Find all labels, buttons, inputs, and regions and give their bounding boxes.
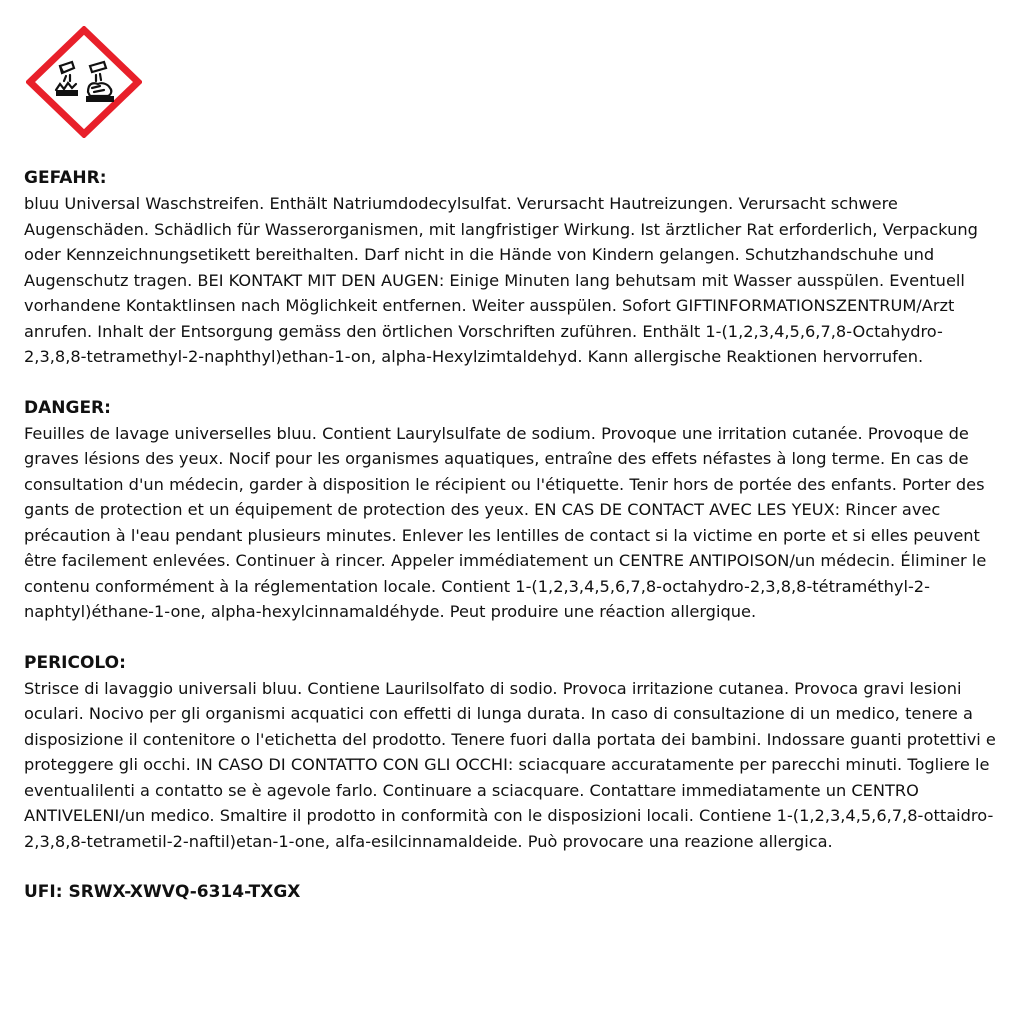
hazard-label-text: [24, 166, 1004, 905]
section-heading: PERICOLO:: [24, 652, 126, 673]
ufi-code: UFI: SRWX-XWVQ-6314-TXGX: [24, 882, 301, 902]
section-french: [24, 396, 1004, 625]
section-body: Strisce di lavaggio universali bluu. Contiene Laurilsolfato di sodio. Provoca irritazione cutanea. Provoca gravi lesioni oculari. Nocivo per gli organismi acquatici con effetti di lunga durata. In caso di consultazione di un medico, tenere a disposizione il contenitore o l'etichetta del prodotto. Tenere fuori dalla portata dei bambini. Indossare guanti protettivi e proteggere gli occhi. IN CASO DI CONTATTO CON GLI OCCHI: sciacquare accuratamente per parecchi minuti. Togliere le eventualilenti a contatto se è agevole farlo. Continuare a sciacquare. Contattare immediatamente un CENTRO ANTIVELENI/un medico. Smaltire il prodotto in conformità con le disposizioni locali. Contiene 1-(1,2,3,4,5,6,7,8-ottaidro-2,3,8,8-tetrametil-2-naftil)etan-1-one, alfa-esilcinnamaldeide. Può provocare una reazione allergica.: [24, 678, 996, 851]
section-german: [24, 166, 1004, 370]
section-body: bluu Universal Waschstreifen. Enthält Natriumdodecylsulfat. Verursacht Hautreizungen. Verursacht schwere Augenschäden. Schädlich für Wasserorganismen, mit langfristiger Wirkung. Ist ärztlicher Rat erforderlich, Verpackung oder Kennzeichnungsetikett bereithalten. Darf nicht in die Hände von Kindern gelangen. Schutzhandschuhe und Augenschutz tragen. BEI KONTAKT MIT DEN AUGEN: Einige Minuten lang behutsam mit Wasser ausspülen. Eventuell vorhandene Kontaktlinsen nach Möglichkeit entfernen. Weiter ausspülen. Sofort GIFTINFORMATIONSZENTRUM/Arzt anrufen. Inhalt der Entsorgung gemäss den örtlichen Vorschriften zuführen. Enthält 1-(1,2,3,4,5,6,7,8-Octahydro-2,3,8,8-tetramethyl-2-naphthyl)ethan-1-on, alpha-Hexylzimtaldehyd. Kann allergische Reaktionen hervorrufen.: [24, 194, 978, 366]
section-heading: DANGER:: [24, 397, 111, 418]
section-italian: [24, 651, 1004, 855]
section-body: Feuilles de lavage universelles bluu. Contient Laurylsulfate de sodium. Provoque une irritation cutanée. Provoque de graves lésions des yeux. Nocif pour les organismes aquatiques, entraîne des effets néfastes à long terme. En cas de consultation d'un médecin, garder à disposition le récipient ou l'étiquette. Tenir hors de portée des enfants. Porter des gants de protection et un équipement de protection des yeux. EN CAS DE CONTACT AVEC LES YEUX: Rincer avec précaution à l'eau pendant plusieurs minutes. Enlever les lentilles de contact si la victime en porte et si elles peuvent être facilement enlevées. Continuer à rincer. Appeler immédiatement un CENTRE ANTIPOISON/un médecin. Éliminer le contenu conformément à la réglementation locale. Contient 1-(1,2,3,4,5,6,7,8-octahydro-2,3,8,8-tétraméthyl-2-naphtyl)éthane-1-one, alpha-hexylcinnamaldéhyde. Peut produire une réaction allergique.: [24, 423, 987, 621]
section-heading: GEFAHR:: [24, 168, 107, 188]
corrosion-hazard-pictogram: [26, 26, 142, 138]
corrosion-icon: [26, 26, 142, 138]
